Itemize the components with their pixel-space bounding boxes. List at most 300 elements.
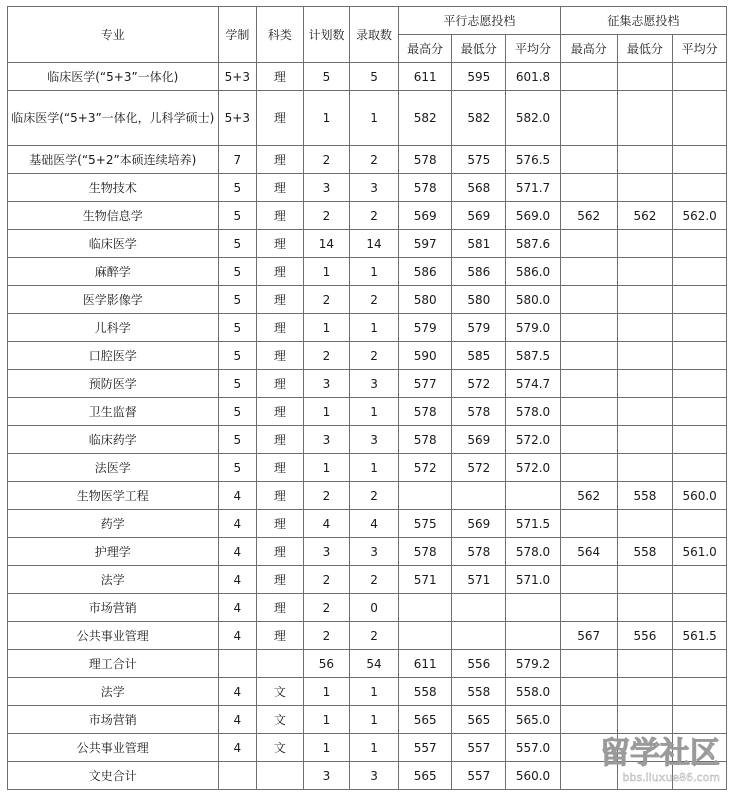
- cell-p-max: 597: [398, 230, 452, 258]
- cell-admitted: 2: [350, 622, 399, 650]
- cell-major: 医学影像学: [8, 286, 219, 314]
- cell-admitted: 1: [350, 454, 399, 482]
- cell-p-avg: 587.6: [506, 230, 561, 258]
- cell-c-max: [560, 342, 617, 370]
- cell-c-avg: [673, 370, 727, 398]
- cell-category: 理: [257, 314, 304, 342]
- cell-c-avg: [673, 230, 727, 258]
- cell-major: 卫生监督: [8, 398, 219, 426]
- cell-major: 药学: [8, 510, 219, 538]
- cell-years: 5+3: [218, 91, 256, 146]
- cell-c-min: [617, 678, 673, 706]
- cell-p-avg: 572.0: [506, 426, 561, 454]
- cell-plan: 2: [303, 286, 350, 314]
- cell-p-avg: 586.0: [506, 258, 561, 286]
- cell-years: 4: [218, 734, 256, 762]
- cell-years: 5+3: [218, 63, 256, 91]
- table-row: [8, 734, 727, 762]
- cell-category: 理: [257, 454, 304, 482]
- cell-major: 法医学: [8, 454, 219, 482]
- cell-years: 5: [218, 342, 256, 370]
- cell-category: 理: [257, 63, 304, 91]
- cell-p-max: 558: [398, 678, 452, 706]
- cell-years: 4: [218, 482, 256, 510]
- cell-p-max: 577: [398, 370, 452, 398]
- cell-c-max: [560, 91, 617, 146]
- cell-p-min: [452, 482, 506, 510]
- cell-c-avg: 560.0: [673, 482, 727, 510]
- header-plan: 计划数: [303, 7, 350, 63]
- cell-p-min: 586: [452, 258, 506, 286]
- cell-admitted: 2: [350, 286, 399, 314]
- cell-p-min: 585: [452, 342, 506, 370]
- cell-plan: 3: [303, 370, 350, 398]
- cell-p-min: 557: [452, 762, 506, 790]
- header-collect-max: 最高分: [560, 35, 617, 63]
- header-major: 专业: [8, 7, 219, 63]
- cell-c-max: 567: [560, 622, 617, 650]
- cell-p-avg: [506, 622, 561, 650]
- cell-major: 临床医学(“5+3”一体化，儿科学硕士): [8, 91, 219, 146]
- cell-plan: 1: [303, 734, 350, 762]
- cell-category: 文: [257, 678, 304, 706]
- cell-p-max: 586: [398, 258, 452, 286]
- cell-category: 理: [257, 398, 304, 426]
- cell-years: 5: [218, 174, 256, 202]
- cell-admitted: 3: [350, 762, 399, 790]
- cell-p-avg: [506, 482, 561, 510]
- cell-p-avg: 574.7: [506, 370, 561, 398]
- cell-c-min: [617, 734, 673, 762]
- cell-category: 理: [257, 566, 304, 594]
- cell-admitted: 1: [350, 314, 399, 342]
- table-row: [8, 258, 727, 286]
- cell-major: 临床药学: [8, 426, 219, 454]
- cell-p-min: 571: [452, 566, 506, 594]
- cell-years: [218, 762, 256, 790]
- cell-plan: 3: [303, 426, 350, 454]
- table-row: [8, 370, 727, 398]
- header-collect-avg: 平均分: [673, 35, 727, 63]
- cell-c-min: [617, 566, 673, 594]
- cell-p-max: 590: [398, 342, 452, 370]
- cell-years: 5: [218, 314, 256, 342]
- cell-p-min: 580: [452, 286, 506, 314]
- cell-major: 临床医学(“5+3”一体化): [8, 63, 219, 91]
- cell-years: 5: [218, 286, 256, 314]
- table-row: [8, 314, 727, 342]
- cell-c-min: [617, 650, 673, 678]
- cell-admitted: 2: [350, 202, 399, 230]
- cell-major: 临床医学: [8, 230, 219, 258]
- cell-years: 4: [218, 510, 256, 538]
- cell-admitted: 2: [350, 146, 399, 174]
- cell-p-avg: 571.7: [506, 174, 561, 202]
- cell-c-avg: [673, 314, 727, 342]
- cell-admitted: 1: [350, 706, 399, 734]
- cell-p-min: 579: [452, 314, 506, 342]
- cell-admitted: 0: [350, 594, 399, 622]
- cell-plan: 3: [303, 538, 350, 566]
- cell-plan: 14: [303, 230, 350, 258]
- cell-plan: 4: [303, 510, 350, 538]
- cell-c-max: [560, 678, 617, 706]
- cell-p-min: 569: [452, 426, 506, 454]
- cell-plan: 1: [303, 91, 350, 146]
- cell-p-max: 578: [398, 398, 452, 426]
- cell-plan: 2: [303, 622, 350, 650]
- cell-plan: 1: [303, 398, 350, 426]
- cell-c-min: [617, 146, 673, 174]
- cell-c-max: [560, 314, 617, 342]
- cell-p-avg: 579.2: [506, 650, 561, 678]
- cell-admitted: 3: [350, 426, 399, 454]
- cell-p-avg: 601.8: [506, 63, 561, 91]
- cell-plan: 1: [303, 678, 350, 706]
- header-collect: 征集志愿投档: [560, 7, 726, 35]
- cell-category: 理: [257, 510, 304, 538]
- table-row: [8, 91, 727, 146]
- cell-major: 口腔医学: [8, 342, 219, 370]
- cell-c-max: [560, 566, 617, 594]
- cell-p-min: 595: [452, 63, 506, 91]
- cell-major: 文史合计: [8, 762, 219, 790]
- cell-c-min: [617, 706, 673, 734]
- cell-plan: 2: [303, 342, 350, 370]
- cell-p-avg: 578.0: [506, 398, 561, 426]
- cell-years: 5: [218, 370, 256, 398]
- cell-p-min: 557: [452, 734, 506, 762]
- cell-years: 7: [218, 146, 256, 174]
- cell-p-avg: 582.0: [506, 91, 561, 146]
- cell-p-avg: 580.0: [506, 286, 561, 314]
- cell-c-min: [617, 454, 673, 482]
- cell-major: 生物信息学: [8, 202, 219, 230]
- cell-p-min: 565: [452, 706, 506, 734]
- cell-years: 5: [218, 454, 256, 482]
- cell-p-max: 565: [398, 706, 452, 734]
- table-row: [8, 538, 727, 566]
- cell-c-min: [617, 63, 673, 91]
- cell-c-min: [617, 762, 673, 790]
- cell-plan: 1: [303, 258, 350, 286]
- cell-admitted: 3: [350, 370, 399, 398]
- cell-p-max: 569: [398, 202, 452, 230]
- cell-major: 公共事业管理: [8, 622, 219, 650]
- cell-plan: 3: [303, 762, 350, 790]
- cell-p-avg: 569.0: [506, 202, 561, 230]
- cell-p-avg: 572.0: [506, 454, 561, 482]
- cell-years: 5: [218, 230, 256, 258]
- cell-category: [257, 650, 304, 678]
- cell-p-max: 579: [398, 314, 452, 342]
- cell-c-max: [560, 762, 617, 790]
- cell-p-max: 578: [398, 426, 452, 454]
- cell-category: 理: [257, 594, 304, 622]
- cell-category: 理: [257, 538, 304, 566]
- cell-c-min: [617, 510, 673, 538]
- table-row: [8, 594, 727, 622]
- cell-admitted: 54: [350, 650, 399, 678]
- cell-c-avg: [673, 510, 727, 538]
- cell-p-min: 578: [452, 398, 506, 426]
- cell-p-max: 578: [398, 174, 452, 202]
- cell-plan: 2: [303, 202, 350, 230]
- cell-admitted: 5: [350, 63, 399, 91]
- table-row: [8, 146, 727, 174]
- table-row: [8, 202, 727, 230]
- header-admitted: 录取数: [350, 7, 399, 63]
- admission-scores-table: [7, 6, 727, 790]
- cell-c-avg: [673, 146, 727, 174]
- table-row: [8, 230, 727, 258]
- cell-p-avg: 557.0: [506, 734, 561, 762]
- cell-years: 5: [218, 258, 256, 286]
- cell-c-max: [560, 398, 617, 426]
- table-row: [8, 286, 727, 314]
- cell-admitted: 14: [350, 230, 399, 258]
- cell-c-avg: [673, 258, 727, 286]
- table-row: [8, 482, 727, 510]
- cell-p-min: 572: [452, 454, 506, 482]
- table-row: [8, 650, 727, 678]
- table-row: [8, 622, 727, 650]
- cell-c-avg: [673, 174, 727, 202]
- cell-major: 生物医学工程: [8, 482, 219, 510]
- cell-c-max: [560, 706, 617, 734]
- cell-category: 理: [257, 482, 304, 510]
- cell-category: [257, 762, 304, 790]
- cell-major: 市场营销: [8, 706, 219, 734]
- cell-admitted: 3: [350, 174, 399, 202]
- cell-p-min: 568: [452, 174, 506, 202]
- cell-category: 理: [257, 286, 304, 314]
- cell-plan: 2: [303, 594, 350, 622]
- cell-p-avg: [506, 594, 561, 622]
- cell-c-min: [617, 426, 673, 454]
- cell-major: 生物技术: [8, 174, 219, 202]
- cell-c-avg: [673, 734, 727, 762]
- cell-category: 文: [257, 734, 304, 762]
- cell-c-min: [617, 594, 673, 622]
- cell-p-max: 611: [398, 63, 452, 91]
- cell-plan: 56: [303, 650, 350, 678]
- cell-c-avg: [673, 594, 727, 622]
- cell-category: 理: [257, 202, 304, 230]
- cell-c-max: [560, 230, 617, 258]
- cell-plan: 1: [303, 314, 350, 342]
- cell-c-max: [560, 258, 617, 286]
- cell-admitted: 1: [350, 398, 399, 426]
- header-parallel: 平行志愿投档: [398, 7, 560, 35]
- cell-c-avg: [673, 762, 727, 790]
- cell-p-max: [398, 594, 452, 622]
- cell-admitted: 2: [350, 342, 399, 370]
- cell-years: 5: [218, 398, 256, 426]
- cell-c-min: 556: [617, 622, 673, 650]
- cell-c-max: 562: [560, 482, 617, 510]
- cell-p-min: 575: [452, 146, 506, 174]
- cell-p-max: 572: [398, 454, 452, 482]
- header-category: 科类: [257, 7, 304, 63]
- table-row: [8, 566, 727, 594]
- cell-p-avg: 571.5: [506, 510, 561, 538]
- watermark-text: 留学社区: [600, 736, 720, 771]
- cell-category: 理: [257, 91, 304, 146]
- cell-c-min: 558: [617, 482, 673, 510]
- cell-c-avg: [673, 398, 727, 426]
- cell-major: 预防医学: [8, 370, 219, 398]
- cell-c-min: [617, 314, 673, 342]
- cell-category: 理: [257, 230, 304, 258]
- cell-plan: 3: [303, 174, 350, 202]
- cell-c-max: [560, 63, 617, 91]
- table-row: [8, 398, 727, 426]
- cell-years: 4: [218, 678, 256, 706]
- cell-plan: 1: [303, 454, 350, 482]
- cell-c-min: [617, 342, 673, 370]
- cell-major: 理工合计: [8, 650, 219, 678]
- cell-p-max: 578: [398, 538, 452, 566]
- cell-c-avg: [673, 91, 727, 146]
- cell-years: 4: [218, 538, 256, 566]
- cell-category: 理: [257, 370, 304, 398]
- cell-years: 5: [218, 426, 256, 454]
- cell-admitted: 3: [350, 538, 399, 566]
- cell-p-avg: 571.0: [506, 566, 561, 594]
- cell-c-avg: 561.5: [673, 622, 727, 650]
- cell-major: 基础医学(“5+2”本硕连续培养): [8, 146, 219, 174]
- cell-p-max: 557: [398, 734, 452, 762]
- cell-c-max: [560, 454, 617, 482]
- cell-admitted: 1: [350, 91, 399, 146]
- cell-p-max: 582: [398, 91, 452, 146]
- cell-major: 公共事业管理: [8, 734, 219, 762]
- cell-c-avg: [673, 426, 727, 454]
- cell-category: 文: [257, 706, 304, 734]
- cell-c-max: [560, 286, 617, 314]
- cell-c-avg: [673, 706, 727, 734]
- cell-p-max: [398, 482, 452, 510]
- cell-c-max: 562: [560, 202, 617, 230]
- cell-category: 理: [257, 146, 304, 174]
- cell-category: 理: [257, 174, 304, 202]
- watermark-url: bbs.liuxue86.com: [622, 771, 720, 784]
- cell-p-avg: 558.0: [506, 678, 561, 706]
- cell-p-max: 611: [398, 650, 452, 678]
- cell-c-min: [617, 398, 673, 426]
- cell-p-avg: 587.5: [506, 342, 561, 370]
- cell-c-max: 564: [560, 538, 617, 566]
- header-years: 学制: [218, 7, 256, 63]
- header-parallel-max: 最高分: [398, 35, 452, 63]
- cell-category: 理: [257, 622, 304, 650]
- cell-c-avg: [673, 63, 727, 91]
- cell-c-avg: [673, 650, 727, 678]
- cell-c-max: [560, 370, 617, 398]
- cell-c-avg: [673, 678, 727, 706]
- cell-p-min: [452, 594, 506, 622]
- cell-years: 5: [218, 202, 256, 230]
- cell-p-max: 565: [398, 762, 452, 790]
- table-row: [8, 454, 727, 482]
- cell-p-avg: 565.0: [506, 706, 561, 734]
- cell-c-min: [617, 370, 673, 398]
- cell-p-avg: 560.0: [506, 762, 561, 790]
- cell-c-max: [560, 510, 617, 538]
- cell-c-min: [617, 258, 673, 286]
- cell-p-max: 575: [398, 510, 452, 538]
- cell-admitted: 1: [350, 258, 399, 286]
- cell-major: 儿科学: [8, 314, 219, 342]
- table-row: [8, 678, 727, 706]
- table-row: [8, 63, 727, 91]
- cell-c-max: [560, 734, 617, 762]
- cell-c-max: [560, 594, 617, 622]
- header-row-1: [8, 7, 727, 35]
- cell-p-max: [398, 622, 452, 650]
- cell-category: 理: [257, 342, 304, 370]
- cell-c-avg: [673, 566, 727, 594]
- cell-years: 4: [218, 622, 256, 650]
- header-parallel-avg: 平均分: [506, 35, 561, 63]
- cell-c-min: [617, 174, 673, 202]
- table-row: [8, 342, 727, 370]
- cell-major: 法学: [8, 678, 219, 706]
- cell-p-min: [452, 622, 506, 650]
- cell-c-avg: [673, 454, 727, 482]
- cell-c-min: [617, 91, 673, 146]
- cell-c-min: [617, 230, 673, 258]
- cell-p-min: 569: [452, 202, 506, 230]
- cell-years: [218, 650, 256, 678]
- cell-c-max: [560, 426, 617, 454]
- cell-c-avg: [673, 342, 727, 370]
- cell-c-max: [560, 650, 617, 678]
- cell-c-min: [617, 286, 673, 314]
- cell-c-max: [560, 174, 617, 202]
- cell-plan: 1: [303, 706, 350, 734]
- cell-plan: 5: [303, 63, 350, 91]
- cell-c-avg: 561.0: [673, 538, 727, 566]
- cell-p-min: 578: [452, 538, 506, 566]
- cell-plan: 2: [303, 146, 350, 174]
- cell-c-max: [560, 146, 617, 174]
- cell-p-min: 581: [452, 230, 506, 258]
- cell-plan: 2: [303, 566, 350, 594]
- header-collect-min: 最低分: [617, 35, 673, 63]
- cell-major: 护理学: [8, 538, 219, 566]
- cell-admitted: 2: [350, 482, 399, 510]
- cell-c-avg: [673, 286, 727, 314]
- table-row: [8, 706, 727, 734]
- cell-c-min: 558: [617, 538, 673, 566]
- cell-p-min: 572: [452, 370, 506, 398]
- cell-major: 麻醉学: [8, 258, 219, 286]
- cell-major: 法学: [8, 566, 219, 594]
- cell-p-min: 558: [452, 678, 506, 706]
- table-row: [8, 762, 727, 790]
- cell-p-max: 580: [398, 286, 452, 314]
- cell-admitted: 1: [350, 678, 399, 706]
- cell-plan: 2: [303, 482, 350, 510]
- cell-p-min: 582: [452, 91, 506, 146]
- cell-p-avg: 579.0: [506, 314, 561, 342]
- cell-p-max: 578: [398, 146, 452, 174]
- cell-years: 4: [218, 594, 256, 622]
- cell-years: 4: [218, 706, 256, 734]
- cell-major: 市场营销: [8, 594, 219, 622]
